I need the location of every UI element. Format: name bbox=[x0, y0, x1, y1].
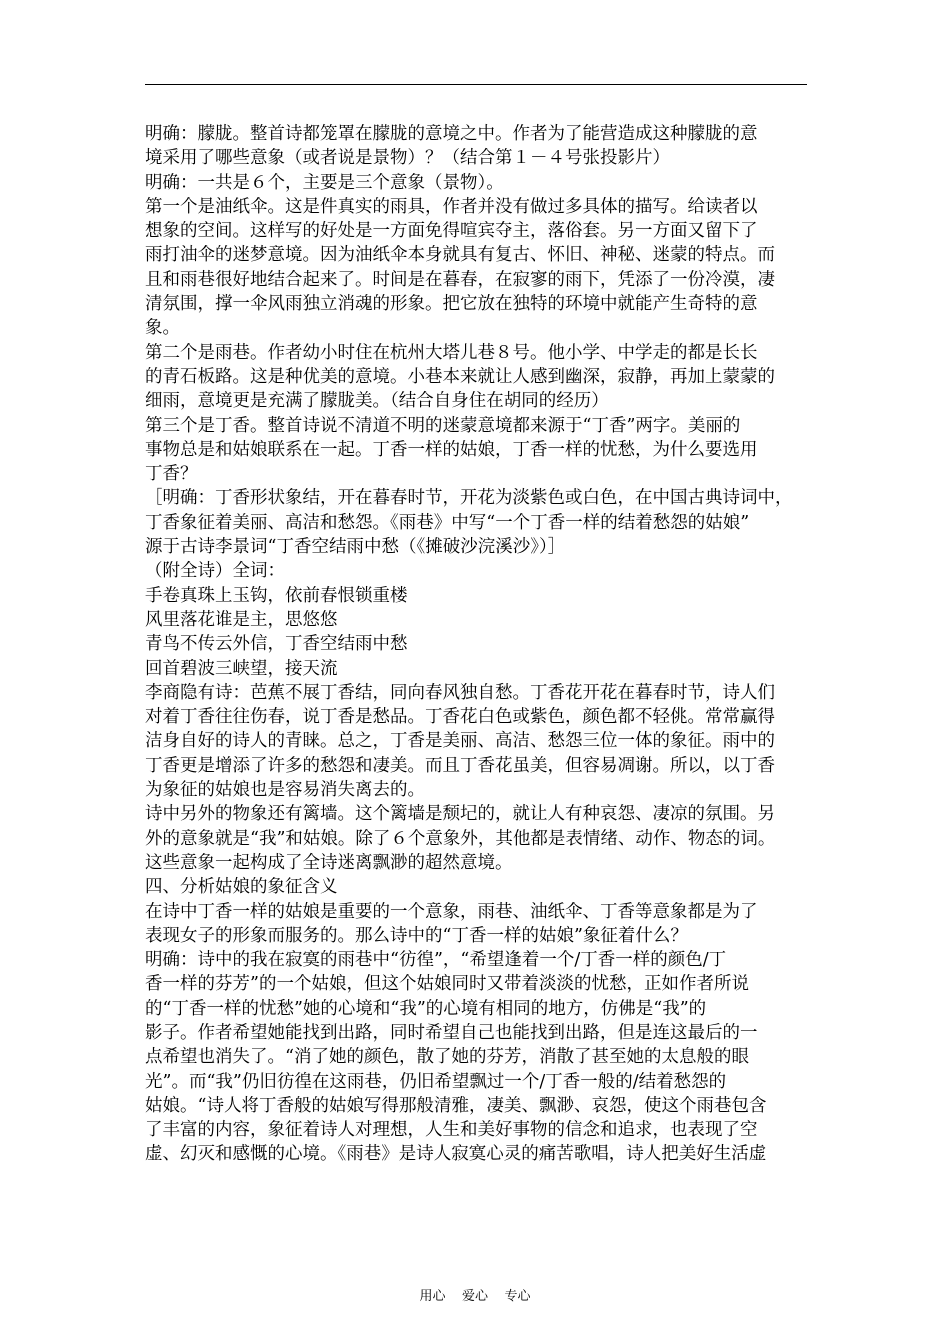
text-line: 外的意象就是“我”和姑娘。除了６个意象外，其他都是表情绪、动作、物态的词。 bbox=[145, 828, 776, 849]
text-line: 明确：朦胧。整首诗都笼罩在朦胧的意境之中。作者为了能营造成这种朦胧的意 bbox=[145, 124, 758, 144]
poem-line: 风里落花谁是主，思悠悠 bbox=[145, 609, 338, 630]
text-line: 洁身自好的诗人的青睐。总之，丁香是美丽、高洁、愁怨三位一体的象征。雨中的 bbox=[145, 731, 775, 752]
text-line: 源于古诗李景词“丁香空结雨中愁（《摊破沙浣溪沙》）］ bbox=[145, 537, 566, 558]
text-line: （附全诗）全词： bbox=[145, 561, 285, 582]
text-line: 明确：一共是６个，主要是三个意象（景物）。 bbox=[145, 172, 504, 193]
text-line: 光”。而“我”仍旧彷徨在这雨巷，仍旧希望飘过一个/丁香一般的/结着愁怨的 bbox=[145, 1071, 727, 1092]
text-line: 了丰富的内容，象征着诗人对理想，人生和美好事物的信念和追求，也表现了空 bbox=[145, 1120, 758, 1141]
text-line: 清氛围，撑一伞风雨独立消魂的形象。把它放在独特的环境中就能产生奇特的意 bbox=[145, 294, 758, 315]
text-line: 丁香象征着美丽、高洁和愁怨。《雨巷》中写“一个丁香一样的结着愁怨的姑娘” bbox=[145, 512, 750, 533]
section-heading: 四、分析姑娘的象征含义 bbox=[145, 877, 338, 898]
text-line: 表现女子的形象而服务的。那么诗中的“丁香一样的姑娘”象征着什么？ bbox=[145, 925, 688, 946]
text-line: 雨打油伞的迷梦意境。因为油纸伞本身就具有复古、怀旧、神秘、迷蒙的特点。而 bbox=[145, 245, 775, 266]
poem-line: 回首碧波三峡望，接天流 bbox=[145, 658, 338, 679]
text-line: 影子。作者希望她能找到出路，同时希望自己也能找到出路，但是连这最后的一 bbox=[145, 1022, 758, 1043]
document-body bbox=[145, 122, 813, 1167]
page-footer: 用心 爱心 专心 bbox=[419, 1289, 531, 1304]
text-line: 事物总是和姑娘联系在一起。丁香一样的姑娘，丁香一样的忧愁，为什么要选用 bbox=[145, 439, 758, 460]
text-line: 虚、幻灭和感慨的心境。《雨巷》是诗人寂寞心灵的痛苦歌唱，诗人把美好生活虚 bbox=[145, 1144, 767, 1165]
text-line: 明确：诗中的我在寂寞的雨巷中“彷徨”，“希望逢着一个/丁香一样的颜色/丁 bbox=[145, 950, 727, 971]
text-line: 这些意象一起构成了全诗迷离飘渺的超然意境。 bbox=[145, 852, 513, 873]
text-line: 的青石板路。这是种优美的意境。小巷本来就让人感到幽深，寂静，再加上蒙蒙的 bbox=[145, 366, 775, 387]
text-line: 境采用了哪些意象（或者说是景物）？（结合第１－４号张投影片） bbox=[145, 148, 670, 169]
text-line: 丁香？ bbox=[145, 464, 198, 485]
text-line: 想象的空间。这样写的好处是一方面免得喧宾夺主，落俗套。另一方面又留下了 bbox=[145, 221, 758, 242]
text-line: 香一样的芬芳”的一个姑娘，但这个姑娘同时又带着淡淡的忧愁，正如作者所说 bbox=[145, 974, 749, 995]
text-line: 且和雨巷很好地结合起来了。时间是在暮春，在寂寥的雨下，凭添了一份冷漠，凄 bbox=[145, 269, 775, 290]
text-line: 点希望也消失了。“消了她的颜色，散了她的芬芳，消散了甚至她的太息般的眼 bbox=[145, 1047, 749, 1068]
text-line: 第一个是油纸伞。这是件真实的雨具，作者并没有做过多具体的描写。给读者以 bbox=[145, 196, 758, 217]
text-line: 诗中另外的物象还有篱墙。这个篱墙是颓圮的，就让人有种哀怨、凄凉的氛围。另 bbox=[145, 804, 775, 825]
text-line: ［明确：丁香形状象结，开在暮春时节，开花为淡紫色或白色，在中国古典诗词中， bbox=[145, 488, 793, 509]
text-line: 在诗中丁香一样的姑娘是重要的一个意象，雨巷、油纸伞、丁香等意象都是为了 bbox=[145, 901, 758, 922]
text-line: 象。 bbox=[145, 318, 180, 339]
text-line: 第二个是雨巷。作者幼小时住在杭州大塔儿巷８号。他小学、中学走的都是长长 bbox=[145, 342, 758, 363]
text-line: 为象征的姑娘也是容易消失离去的。 bbox=[145, 780, 425, 801]
poem-line: 青鸟不传云外信，丁香空结雨中愁 bbox=[145, 634, 408, 655]
text-line: 对着丁香往往伤春，说丁香是愁品。丁香花白色或紫色，颜色都不轻佻。常常赢得 bbox=[145, 707, 775, 728]
text-line: 第三个是丁香。整首诗说不清道不明的迷蒙意境都来源于“丁香”两字。美丽的 bbox=[145, 415, 741, 436]
text-line: 李商隐有诗：芭蕉不展丁香结，同向春风独自愁。丁香花开花在暮春时节，诗人们 bbox=[145, 682, 775, 703]
header-rule bbox=[145, 84, 807, 85]
text-line: 的“丁香一样的忧愁”她的心境和“我”的心境有相同的地方，仿佛是“我”的 bbox=[145, 998, 707, 1019]
text-line: 丁香更是增添了许多的愁怨和凄美。而且丁香花虽美，但容易凋谢。所以，以丁香 bbox=[145, 755, 775, 776]
text-line: 细雨，意境更是充满了朦胧美。（结合自身住在胡同的经历） bbox=[145, 391, 609, 412]
poem-line: 手卷真珠上玉钩，依前春恨锁重楼 bbox=[145, 585, 408, 606]
text-line: 姑娘。“诗人将丁香般的姑娘写得那般清雅，凄美、飘渺、哀怨，使这个雨巷包含 bbox=[145, 1095, 767, 1116]
